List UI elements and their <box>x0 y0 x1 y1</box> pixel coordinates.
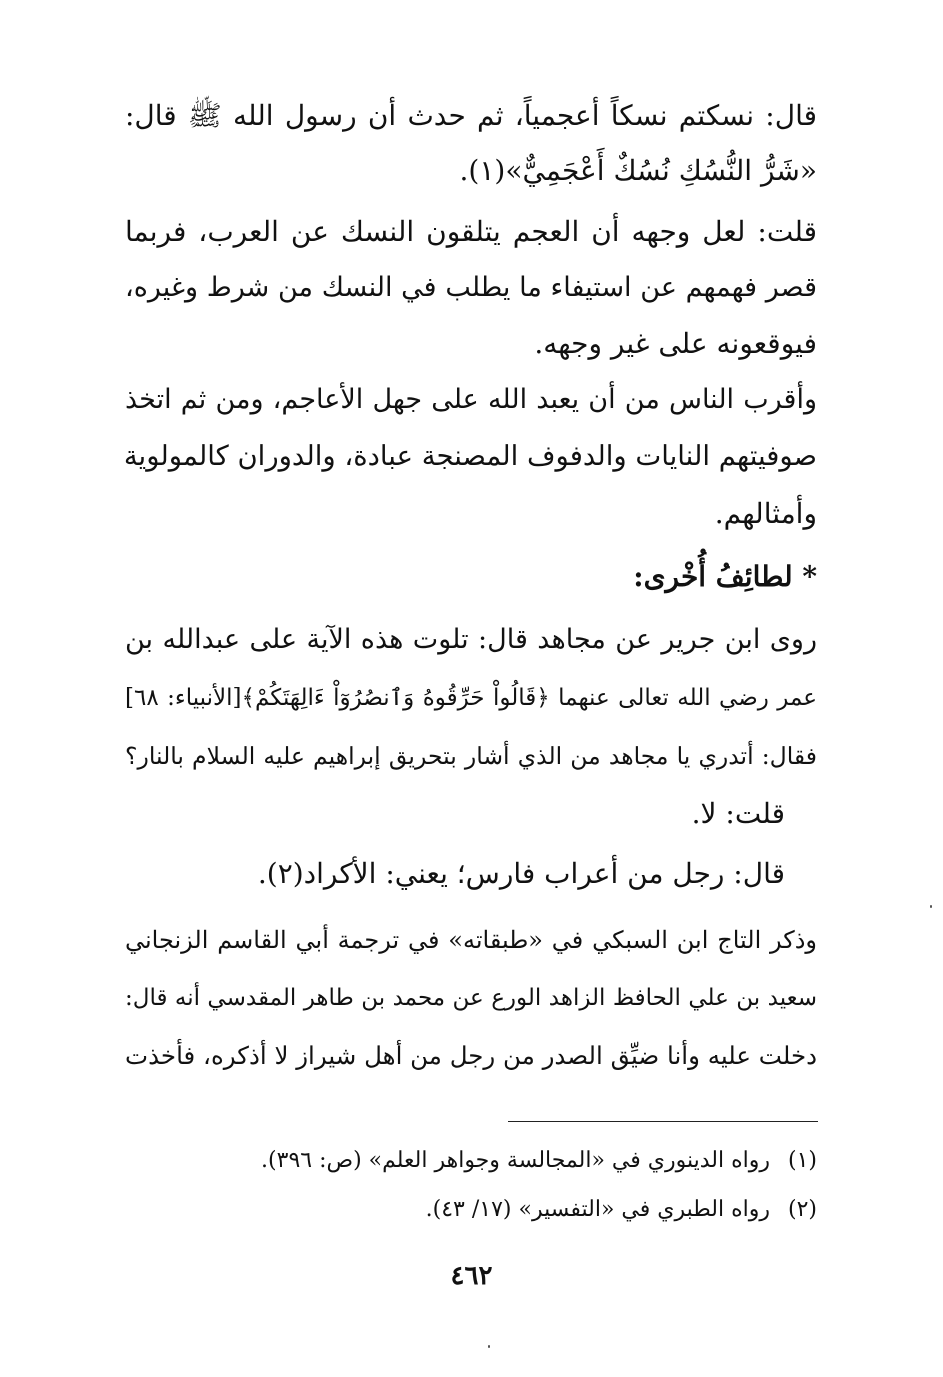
text-line-10: عمر رضي الله تعالى عنهما ﴿قَالُواْ حَرِّقُوهُ وَٱنصُرُوٓاْ ءَالِهَتَكُمْ﴾[الأنبياء: ٦٨] <box>125 685 817 711</box>
footnote-1-text: رواه الدينوري في «المجالسة وجواهر العلم» (ص: ٣٩٦). <box>261 1148 770 1173</box>
text-line-4: قصر فهمهم عن استيفاء ما يطلب في النسك من شرط وغيره، <box>125 272 817 303</box>
text-line-11: فقال: أتدري يا مجاهد من الذي أشار بتحريق إبراهيم عليه السلام بالنار؟ <box>125 742 817 770</box>
footnote-2 <box>125 1194 817 1226</box>
text-line-7: صوفيتهم النايات والدفوف المصنجة عبادة، والدوران كالمولوية <box>123 440 817 472</box>
text-line-3: قلت: لعل وجهه أن العجم يتلقون النسك عن العرب، فربما <box>125 215 817 248</box>
text-line-6: وأقرب الناس من أن يعبد الله على جهل الأعاجم، ومن ثم اتخذ <box>125 384 817 415</box>
text-line-12: قلت: لا. <box>691 797 785 830</box>
scan-speck <box>488 1345 490 1348</box>
footnote-separator <box>508 1121 818 1122</box>
text-line-8: وأمثالهم. <box>714 497 817 530</box>
footnote-2-number: (٢) <box>787 1197 817 1222</box>
text-line-14: وذكر التاج ابن السبكي في «طبقاته» في ترجمة أبي القاسم الزنجاني <box>125 926 817 954</box>
footnote-1-number: (١) <box>787 1148 817 1173</box>
footnote-1 <box>125 1145 817 1177</box>
text-line-5: فيوقعونه على غير وجهه. <box>534 327 817 360</box>
text-line-16: دخلت عليه وأنا ضيِّق الصدر من رجل من أهل شيراز لا أذكره، فأخذت <box>125 1041 817 1070</box>
page-number: ٤٦٢ <box>450 1261 493 1291</box>
text-line-15: سعيد بن علي الحافظ الزاهد الورع عن محمد بن طاهر المقدسي أنه قال: <box>125 985 817 1011</box>
text-line-1: قال: نسكتم نسكاً أعجمياً، ثم حدث أن رسول الله ﷺ قال: <box>125 99 817 132</box>
scan-speck <box>930 905 932 908</box>
footnote-2-text: رواه الطبري في «التفسير» (١٧/ ٤٣). <box>425 1197 770 1222</box>
text-line-13: قال: رجل من أعراب فارس؛ يعني: الأكراد(٢). <box>257 857 785 890</box>
section-heading: * لطائِفُ أُخْرى: <box>633 560 817 593</box>
text-line-2: «شَرُّ النُّسُكِ نُسُكٌ أَعْجَمِيٌّ»(١). <box>459 154 817 187</box>
text-line-9: روى ابن جرير عن مجاهد قال: تلوت هذه الآية على عبدالله بن <box>125 624 817 655</box>
